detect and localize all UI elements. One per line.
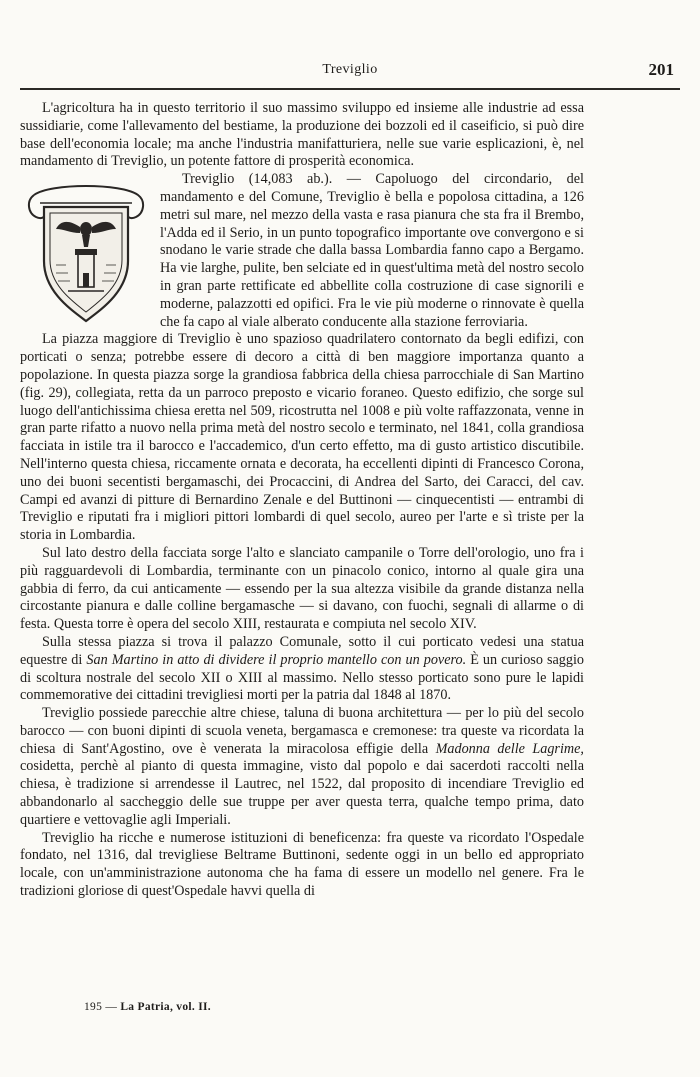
- statue-title: San Martino in atto di dividere il proprio mantello con un povero.: [86, 651, 467, 668]
- palazzo-text-b: È un curioso saggio di scoltura nostrale del secolo XII o XIII al massimo. Nello stesso porticato sono pure le lapidi commemorative dei cittadini trevigliesi morti per la patria dal 1848 al 1870.: [20, 651, 584, 704]
- paragraph-piazza: La piazza maggiore di Treviglio è uno spazioso quadrilatero contornato da begli edifizi, con porticati o senza; potrebbe essere di decoro a città di ben maggiore importanza quanto a popolazione. In questa piazza sorge la grandiosa fabbrica della chiesa parrocchiale di San Martino (fig. 29), collegiata, retta da un parroco preposto e vicario foraneo. Questo edifizio, che sorge sul luogo dell'antichissima chiesa eretta nel 509, ricostrutta nel 1008 e più volte raffazzonata, venne in gran parte rifatto a nuovo nella prima metà del nostro secolo e terminato, nel 1841, colla grandiosa facciata in istile tra il barocco e l'accademico, d'un certo effetto, ma di gusto artistico discutibile. Nell'interno questa chiesa, riccamente ornata e decorata, ha eccellenti dipinti di Francesco Corona, uno dei buoni secentisti bergamaschi, dei Procaccini, di Andrea del Sarto, dei Caracci, del cav. Campi ed avanzi di pitture di Bernardino Zenale e del Buttinoni — cinquecentisti — entrambi di Treviglio e riputati fra i migliori pittori lombardi di quel secolo, aureo per l'arte e sì triste per la storia in Lombardia.: [20, 331, 584, 544]
- running-title: Treviglio: [322, 62, 378, 77]
- paragraph-campanile: Sul lato destro della facciata sorge l'alto e slanciato campanile o Torre dell'orologio, uno fra i più ragguardevoli di Lombardia, terminante con un pinacolo conico, intorno al quale gira una gabbia di ferro, da cui anticamente — essendo per la sua altezza visibile da grande distanza nella circostante pianura e dalle colline bergamasche — si davano, con fuochi, segnali di allarme o di festa. Questa torre è opera del secolo XIII, restaurata e compiuta nel secolo XIV.: [20, 544, 584, 633]
- paragraph-palazzo-comunale: [20, 634, 584, 705]
- page-number: 201: [648, 60, 674, 79]
- header-rule: [20, 88, 680, 90]
- coat-of-arms-icon: [20, 173, 152, 323]
- page-header: [20, 56, 680, 86]
- signature-mark: 195 —: [84, 1001, 118, 1013]
- chiese-text-a: Treviglio possiede parecchie altre chiese, taluna di buona architettura — per lo più del secolo barocco — con buoni dipinti di scuola veneta, bergamasca e cremonese: tra queste va ricordata la chiesa di Sant'Agostino, ove è venerata la miracolosa effigie della: [20, 705, 584, 757]
- chiese-text-b: cosidetta, perchè al pianto di questa immagine, visto dal popolo e dai sacerdoti raccolti nella chiesa, è tradizione si arrendesse il Lautrec, nel 1522, dal proposito di incendiare Treviglio ed abbandonarlo al saccheggio delle sue truppe per aver questa terra, qualche tempo prima, dato quartiere e vettovaglie agli Imperiali.: [20, 758, 584, 828]
- body-text: [20, 100, 584, 901]
- publication-name: La Patria, vol. II.: [120, 1001, 211, 1013]
- paragraph-agriculture: L'agricoltura ha in questo territorio il suo massimo sviluppo ed insieme alle industrie ad essa sussidiarie, come l'allevamento del bestiame, la produzione dei bozzoli ed il caseificio, si può dire base dell'economia locale; ma anche l'industria manifatturiera, nelle sue varie esplicazioni, è, nel mandamento di Treviglio, un potente fattore di prosperità economica.: [20, 100, 584, 170]
- city-heading: Treviglio (14,083 ab.).: [182, 171, 333, 188]
- paragraph-treviglio-intro: [20, 171, 584, 331]
- page-footer: [84, 1001, 211, 1013]
- palazzo-text-a: Sulla stessa piazza si trova il palazzo Comunale, sotto il cui porticato vedesi una statua equestre di: [20, 633, 584, 668]
- paragraph-chiese: [20, 705, 584, 830]
- paragraph-beneficenza: Treviglio ha ricche e numerose istituzioni di beneficenza: fra queste va ricordato l'Ospedale fondato, nel 1316, dal trevigliese Beltrame Buttinoni, sedente oggi in un bello ed appropriato locale, con un'amministrazione autonoma che ha fama di essere un modello nel genere. Fra le tradizioni gloriose di quest'Ospedale havvi quella di: [20, 829, 584, 900]
- treviglio-intro-text: — Capoluogo del circondario, del mandamento e del Comune, Treviglio è bella e popolosa cittadina, a 126 metri sul mare, nel mezzo della vasta e rasa pianura che sta fra il Brembo, l'Adda ed il Serio, in un punto topografico importante ove convergono e si snodano le varie strade che dalla bassa Lombardia fanno capo a Bergamo. Ha vie larghe, pulite, ben selciate ed in quest'ultima metà del nostro secolo in gran parte rettificate ed abbellite colla costruzione di case signorili e moderne, palazzotti ed opifici. Fra le vie più moderne o rinnovate è quella che fa capo al viale alberato conducente alla stazione ferroviaria.: [160, 171, 585, 330]
- madonna-title: Madonna delle Lagrime,: [435, 740, 584, 757]
